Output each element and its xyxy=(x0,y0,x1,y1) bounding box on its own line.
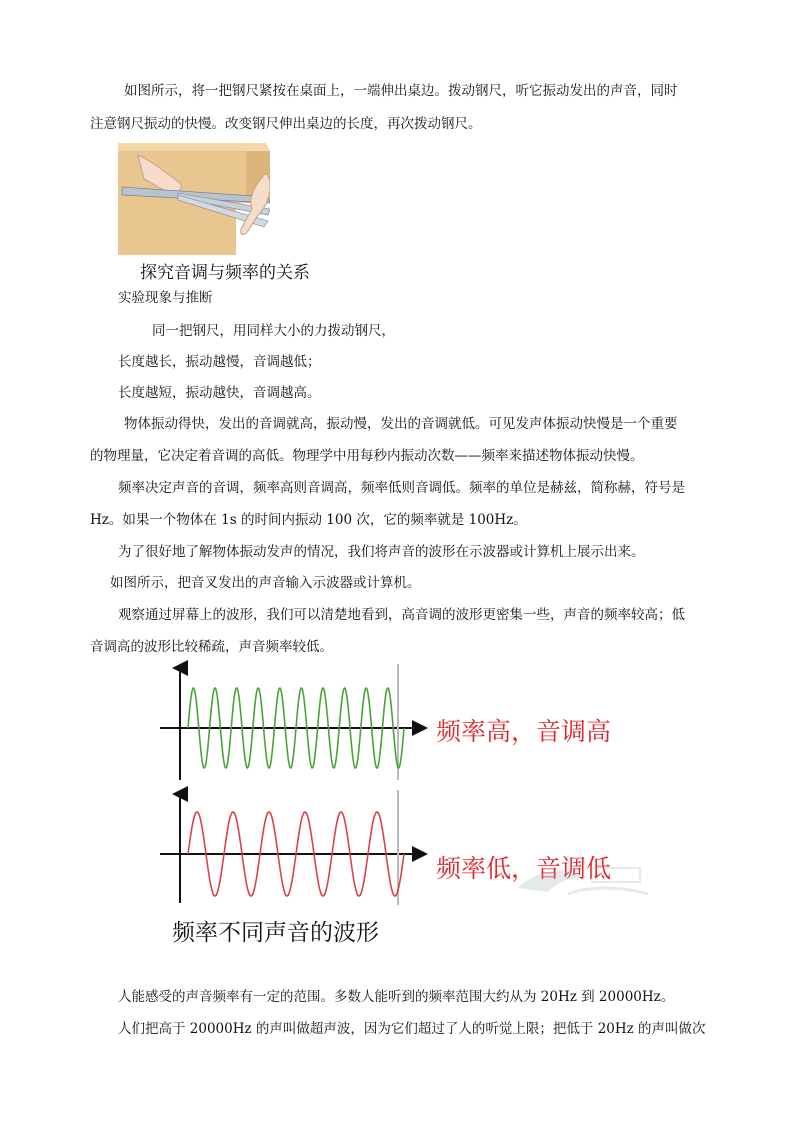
paragraph-line: 音调高的波形比较稀疏，声音频率较低。 xyxy=(90,639,333,655)
figure-caption: 探究音调与频率的关系 xyxy=(140,263,310,283)
paragraph-line: 人们把高于 20000Hz 的声叫做超声波，因为它们超过了人的听觉上限；把低于 20Hz 的声叫做次 xyxy=(118,1021,706,1037)
high-frequency-label: 频率高，音调高 xyxy=(436,717,612,746)
observation-line: 同一把钢尺，用同样大小的力拨动钢尺， xyxy=(152,323,395,339)
paragraph-line: 为了很好地了解物体振动发声的情况，我们将声音的波形在示波器或计算机上展示出来。 xyxy=(118,544,645,560)
paragraph-line: 如图所示，将一把钢尺紧按在桌面上，一端伸出桌边。拨动钢尺，听它振动发出的声音，同时 xyxy=(124,83,678,99)
figure-caption: 频率不同声音的波形 xyxy=(172,920,379,946)
high-frequency-wave xyxy=(188,688,404,768)
observation-line: 长度越短，振动越快，音调越高。 xyxy=(118,385,321,401)
paragraph-line: 物体振动得快，发出的音调就高，振动慢，发出的音调就低。可见发声体振动快慢是一个重要 xyxy=(124,416,678,432)
observation-line: 长度越长，振动越慢，音调越低； xyxy=(118,354,321,370)
paragraph-line: 如图所示，把音叉发出的声音输入示波器或计算机。 xyxy=(110,575,421,591)
low-frequency-label: 频率低，音调低 xyxy=(436,854,612,883)
paragraph-line: 的物理量，它决定着音调的高低。物理学中用每秒内振动次数——频率来描述物体振动快慢。 xyxy=(90,448,644,464)
paragraph-line: Hz。如果一个物体在 1s 的时间内振动 100 次，它的频率就是 100Hz。 xyxy=(90,512,527,528)
watermark-logo xyxy=(508,858,658,910)
paragraph-line: 频率决定声音的音调，频率高则音调高，频率低则音调低。频率的单位是赫兹，简称赫，符号是 xyxy=(118,480,685,496)
paragraph-line: 人能感受的声音频率有一定的范围。多数人能听到的频率范围大约从为 20Hz 到 20000Hz。 xyxy=(118,989,675,1005)
paragraph-line: 注意钢尺振动的快慢。改变钢尺伸出桌边的长度，再次拨动钢尺。 xyxy=(90,116,482,132)
ruler-experiment-illustration xyxy=(118,143,270,255)
section-title: 实验现象与推断 xyxy=(118,290,213,306)
paragraph-line: 观察通过屏幕上的波形，我们可以清楚地看到，高音调的波形更密集一些，声音的频率较高；低 xyxy=(118,607,685,623)
